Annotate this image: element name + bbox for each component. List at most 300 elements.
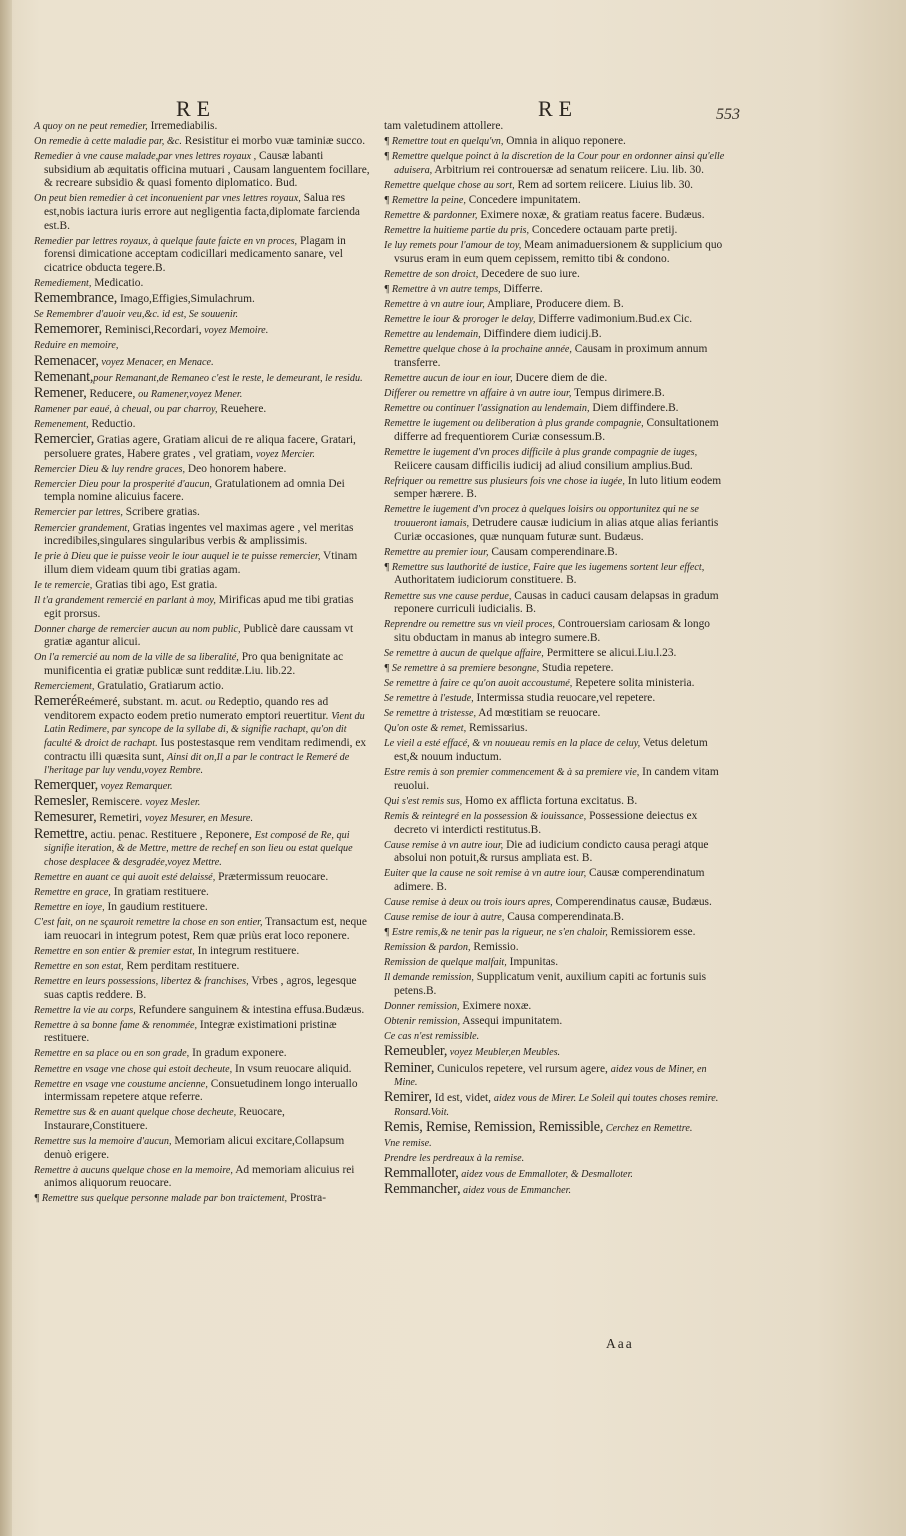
- dictionary-entry: [34, 1106, 372, 1133]
- entry-headword: Reminer,: [384, 1059, 435, 1076]
- entry-french-text: Remettre en vsage vne coustume ancienne,: [34, 1078, 208, 1090]
- dictionary-entry: [384, 417, 728, 444]
- entry-french-text: Remettre en son entier & premier estat,: [34, 945, 195, 957]
- dictionary-entry: [384, 911, 728, 925]
- entry-latin-text: Die ad iudicium condicto causa peragi atque absolui non potuit,& rursus ampliata est. B.: [394, 838, 709, 865]
- entry-latin-text: Reminisci,Recordari,: [101, 324, 202, 337]
- entry-headword: Remeré: [34, 693, 77, 710]
- dictionary-entry: [384, 677, 728, 691]
- entry-latin-text: Medicatio.: [91, 277, 144, 290]
- dictionary-entry: [384, 896, 728, 910]
- dictionary-entry: [384, 402, 728, 416]
- entry-latin-text: Rem perditam restituere.: [123, 959, 240, 972]
- entry-latin-text: Consultationem differre ad frequentiorem Curiæ consessum.B.: [394, 417, 719, 443]
- entry-latin-text: Reiicere causam difficilis iudicij ad aliud consilium amplius.Bud.: [394, 459, 693, 472]
- entry-french-text: On peut bien remedier à cet inconuenient par vnes lettres royaux,: [34, 193, 301, 205]
- dictionary-entry: [34, 418, 372, 432]
- dictionary-entry: [384, 120, 728, 134]
- dictionary-entry: [384, 1118, 728, 1136]
- dictionary-entry: [34, 1004, 372, 1018]
- entry-latin-text: Ad memoriam alicuius rei animos aliquorum reuocare.: [44, 1163, 355, 1190]
- entry-latin-text: Assequi impunitatem.: [460, 1015, 563, 1028]
- dictionary-entry: [34, 1192, 372, 1206]
- entry-headword: Remis, Remise, Remission, Remissible,: [384, 1118, 604, 1135]
- entry-latin-text: Vtinam illum diem videam quum tibi gratias agam.: [44, 550, 358, 576]
- entry-french-text: pour Remanant,de Remaneo c'est le reste, le demeurant, le residu.: [93, 372, 363, 384]
- entry-french-text: voyez Mercier.: [255, 448, 315, 460]
- dictionary-entry: [384, 503, 728, 544]
- entry-french-text: Cause remise de iour à autre,: [384, 912, 505, 924]
- entry-latin-text: Possessione deiectus ex decreto vi interdicti restitutus.B.: [394, 809, 698, 836]
- dictionary-entry: [384, 1183, 728, 1198]
- entry-headword: Remmalloter,: [384, 1165, 459, 1182]
- entry-french-text: Remercier Dieu & luy rendre graces,: [34, 463, 186, 475]
- entry-latin-text: Causæ labanti subsidium ab æquitatis officina mutuari , Causam languentem focillare, & recreare subsidio & quasi fomento diplomatico. Bud.: [44, 150, 370, 190]
- entry-latin-text: Pro qua benignitate ac munificentia ei gratiæ publicæ sunt redditæ.Liu. lib.22.: [44, 651, 344, 677]
- entry-french-text: Se remettre à tristesse,: [384, 708, 477, 720]
- dictionary-entry: [34, 811, 372, 826]
- entry-french-text: Ramener par eaué, à cheual, ou par charroy,: [34, 403, 218, 415]
- dictionary-entry: [34, 579, 372, 593]
- dictionary-entry: [384, 328, 728, 342]
- dictionary-entry: [384, 1045, 728, 1060]
- entry-latin-text: Ius postestasque rem venditam redimendi, ex contractu illi quæsita sunt,: [44, 736, 367, 763]
- dictionary-entry: [34, 1078, 372, 1105]
- dictionary-entry: [384, 839, 728, 866]
- entry-latin-text: Memoriam alicui excitare,Collapsum denuò erigere.: [44, 1134, 345, 1161]
- dictionary-entry: [384, 283, 728, 297]
- entry-latin-text: Cuniculos repetere, vel rursum agere,: [434, 1062, 611, 1075]
- dictionary-entry: [384, 737, 728, 764]
- entry-headword: Remener,: [34, 384, 87, 401]
- dictionary-entry: [34, 308, 372, 322]
- entry-latin-text: Decedere de suo iure.: [478, 267, 580, 280]
- entry-french-text: voyez Memoire.: [201, 325, 269, 337]
- entry-french-text: Remettre en vsage vne chose qui estoit decheute,: [34, 1063, 233, 1075]
- entry-headword: Rememorer,: [34, 321, 102, 338]
- dictionary-entry: [34, 235, 372, 276]
- entry-latin-text: Restituere , Reponere,: [150, 828, 255, 841]
- entry-french-text: voyez Menacer, en Menace.: [98, 356, 214, 368]
- entry-french-text: Remettre à sa bonne fame & renommée,: [34, 1019, 198, 1031]
- entry-latin-text: In gratiam restituere.: [110, 885, 209, 898]
- dictionary-entry: [34, 120, 372, 134]
- dictionary-entry: [384, 239, 728, 266]
- entry-french-text: Remettre au lendemain,: [384, 329, 481, 341]
- entry-french-text: ¶ Remettre à vn autre temps,: [384, 284, 501, 296]
- dictionary-entry: [384, 387, 728, 401]
- entry-latin-text: Gratulatio, Gratiarum actio.: [94, 680, 224, 693]
- entry-french-text: Qui s'est remis sus,: [384, 795, 463, 807]
- entry-french-text: Remettre la vie au corps,: [34, 1004, 136, 1016]
- entry-latin-text: In gaudium restituere.: [104, 900, 208, 913]
- entry-latin-text: Redeptio, quando res ad venditorem expacto eodem pretio numerato emptori reuertitur.: [44, 696, 332, 722]
- entry-french-text: aidez vous de Emmancher.: [460, 1185, 572, 1197]
- entry-latin-text: Tempus dirimere.B.: [571, 387, 665, 400]
- entry-french-text: Remettre sus & en auant quelque chose decheute,: [34, 1107, 237, 1119]
- dictionary-entry: [384, 561, 728, 588]
- entry-latin-text: Integræ existimationi pristinæ restituere.: [44, 1018, 337, 1045]
- entry-latin-text: Imago,Effigies,Simulachrum.: [117, 293, 255, 306]
- entry-latin-text: Causas in caduci causam delapsas in gradum reponere curriculi iudicialis. B.: [394, 589, 719, 616]
- entry-latin-text: Ducere diem de die.: [512, 372, 608, 385]
- dictionary-entry: [384, 926, 728, 940]
- dictionary-entry: [384, 795, 728, 809]
- running-head-right: RE: [538, 96, 579, 121]
- entry-french-text: Remettre quelque chose à la prochaine année,: [384, 344, 572, 356]
- entry-latin-text: Prætermissum reuocare.: [215, 870, 329, 883]
- entry-latin-text: Permittere se alicui.Liu.l.23.: [543, 646, 677, 659]
- entry-latin-text: Ampliare, Producere diem. B.: [484, 298, 624, 311]
- entry-french-text: Se Remembrer d'auoir veu,&c. id est, Se souuenir.: [34, 309, 239, 321]
- entry-latin-text: Mirificas apud me tibi gratias egit prorsus.: [44, 594, 354, 620]
- entry-french-text: Remettre en leurs possessions, libertez & franchises,: [34, 975, 249, 987]
- entry-french-text: Se remettre à l'estude,: [384, 693, 474, 705]
- dictionary-entry: [34, 478, 372, 505]
- entry-french-text: Cause remise à vn autre iour,: [384, 839, 504, 851]
- entry-latin-text: Studia repetere.: [539, 661, 614, 674]
- dictionary-entry: [34, 323, 372, 338]
- dictionary-entry: [384, 150, 728, 177]
- entry-latin-text: Authoritatem iudiciorum constituere. B.: [394, 574, 577, 587]
- entry-latin-text: Irremediabilis.: [147, 120, 218, 132]
- entry-french-text: Prendre les perdreaux à la remise.: [384, 1153, 525, 1165]
- entry-french-text: Remettre en ioye,: [34, 901, 105, 913]
- dictionary-entry: [34, 463, 372, 477]
- entry-french-text: Remercier par lettres,: [34, 507, 123, 519]
- dictionary-entry: [384, 941, 728, 955]
- entry-latin-text: Meam animaduersionem & supplicium quo vsurus eram in eum quem cepissem, remitto tibi & condono.: [394, 239, 723, 265]
- entry-french-text: Remettre à vn autre iour,: [384, 299, 485, 311]
- dictionary-entry: [384, 707, 728, 721]
- entry-french-text: Remettre & pardonner,: [384, 210, 478, 222]
- entry-french-text: Refriquer ou remettre sus plusieurs fois vne chose ia iugée,: [384, 475, 625, 487]
- entry-latin-text: Differre vadimonium.Bud.ex Cic.: [535, 313, 693, 326]
- entry-latin-text: Remissiorem esse.: [607, 926, 696, 939]
- dictionary-entry: [34, 695, 372, 778]
- entry-latin-text: Remetiri,: [96, 812, 145, 825]
- entry-latin-text: Rem ad sortem reiicere. Liuius lib. 30.: [514, 178, 694, 191]
- dictionary-entry: [34, 795, 372, 810]
- entry-french-text: voyez Mesler.: [145, 797, 201, 809]
- entry-french-text: Il t'a grandement remercié en parlant à moy,: [34, 595, 216, 606]
- entry-french-text: ¶ Se remettre à sa premiere besongne,: [384, 662, 540, 674]
- entry-french-text: ¶ Remettre tout en quelqu'vn,: [384, 136, 504, 148]
- entry-french-text: Remettre aucun de iour en iour,: [384, 373, 513, 385]
- entry-french-text: Cerchez en Remettre.: [603, 1122, 693, 1134]
- entry-french-text: Remettre de son droict,: [384, 268, 479, 280]
- dictionary-entry: [34, 1063, 372, 1077]
- dictionary-entry: [384, 313, 728, 327]
- entry-french-text: ¶ Remettre la peine,: [384, 194, 466, 206]
- entry-latin-text: Reuocare, Instaurare,Constituere.: [44, 1106, 285, 1132]
- dictionary-entry: [384, 343, 728, 370]
- entry-latin-text: Deo honorem habere.: [185, 462, 287, 475]
- entry-french-text: Donner remission,: [384, 1001, 460, 1013]
- dictionary-entry: [34, 292, 372, 307]
- entry-latin-text: Plagam in forensi dimicatione acceptam codicillari medicamento sanare, vel cicatrice obducta tegere.B.: [44, 234, 346, 274]
- entry-french-text: aidez vous de Emmalloter, & Desmalloter.: [458, 1169, 633, 1181]
- entry-latin-text: Differre.: [500, 283, 543, 296]
- entry-french-text: Remettre en sa place ou en son grade,: [34, 1048, 190, 1060]
- dictionary-entry: [384, 956, 728, 970]
- entry-latin-text: Controuersiam cariosam & longo situ obductam in manus ab integro sumere.B.: [394, 618, 710, 644]
- entry-latin-text: Reducere,: [86, 387, 139, 400]
- entry-french-text: ou Ramener,: [138, 388, 190, 400]
- entry-latin-text: Reuehere.: [217, 402, 267, 415]
- entry-headword: Remenacer,: [34, 352, 99, 369]
- dictionary-entry: [34, 522, 372, 549]
- entry-headword: Remerquer,: [34, 777, 99, 794]
- dictionary-entry: [34, 886, 372, 900]
- dictionary-entry: [384, 1059, 728, 1090]
- entry-latin-text: Refundere sanguinem & intestina effusa.Budæus.: [135, 1003, 365, 1016]
- entry-latin-text: Prostra-: [287, 1192, 327, 1205]
- entry-headword: Remenant,: [34, 368, 94, 385]
- entry-french-text: Remedier par lettres royaux, à quelque faute faicte en vn proces,: [34, 235, 298, 247]
- dictionary-entry: [384, 224, 728, 238]
- dictionary-entry: [34, 871, 372, 885]
- entry-french-text: Ie luy remets pour l'amour de toy,: [384, 240, 522, 252]
- entry-french-text: Donner charge de remercier aucun au nom public,: [34, 623, 241, 635]
- entry-headword: Remmancher,: [384, 1181, 461, 1198]
- dictionary-entry: [34, 1047, 372, 1061]
- entry-french-text: Remis & reintegré en la possession & iouissance,: [384, 810, 587, 822]
- entry-french-text: A quoy on ne peut remedier,: [34, 121, 148, 132]
- entry-latin-text: Gratias tibi ago, Est gratia.: [92, 578, 218, 591]
- entry-latin-text: Causam in proximum annum transferre.: [394, 343, 708, 369]
- entry-latin-text: Vrbes , agros, legesque suas captis reddere. B.: [44, 974, 357, 1001]
- entry-latin-text: Consuetudinem longo interuallo intermissam repetere atque referre.: [44, 1077, 358, 1104]
- dictionary-entry: [384, 971, 728, 998]
- entry-french-text: Differer ou remettre vn affaire à vn autre iour,: [384, 388, 572, 400]
- dictionary-entry: [34, 150, 372, 191]
- entry-latin-text: Ad mœstitiam se reuocare.: [476, 707, 601, 720]
- entry-french-text: Ainsi dit on,Il a par le contract le Remeré de l'heritage par luy vendu,: [44, 751, 350, 777]
- entry-headword: Remembrance,: [34, 290, 118, 307]
- dictionary-entry: [384, 1167, 728, 1182]
- entry-french-text: Remettre le iugement d'vn procez à quelques loisirs ou opportunitez qui ne se trouueront iamais,: [384, 504, 699, 530]
- entry-french-text: On l'a remercié au nom de la ville de sa liberalité,: [34, 652, 239, 664]
- entry-french-text: voyez Mesurer, en Mesure.: [144, 813, 253, 825]
- entry-latin-text: Causam comperendinare.B.: [488, 545, 618, 558]
- entry-french-text: Remission de quelque malfait,: [384, 957, 507, 969]
- dictionary-entry: [384, 618, 728, 645]
- entry-french-text: Remettre le iugement ou deliberation à plus grande compagnie,: [384, 418, 644, 430]
- dictionary-entry: [34, 651, 372, 678]
- dictionary-entry: [34, 945, 372, 959]
- entry-french-text: Remettre la huitieme partie du pris,: [384, 225, 530, 237]
- entry-latin-text: Causæ comperendinatum adimere. B.: [394, 867, 705, 893]
- dictionary-entry: [384, 546, 728, 560]
- entry-latin-text: Salua res est,nobis iactura iuris errore aut negligentia facta,diplomate farcienda est.B.: [44, 192, 360, 232]
- dictionary-entry: [34, 403, 372, 417]
- dictionary-entry: [384, 590, 728, 617]
- entry-latin-text: Scribere gratias.: [122, 506, 200, 519]
- entry-french-text: aidez vous de Miner, en Mine.: [394, 1063, 707, 1089]
- entry-headword: Remirer,: [384, 1089, 432, 1106]
- entry-french-text: Remettre sus la memoire d'aucun,: [34, 1135, 172, 1147]
- entry-french-text: Remission & pardon,: [384, 942, 471, 954]
- left-column: [34, 120, 372, 1207]
- dictionary-entry: [34, 916, 372, 943]
- dictionary-entry: [384, 179, 728, 193]
- dictionary-entry: [34, 135, 372, 149]
- dictionary-entry: [384, 194, 728, 208]
- entry-french-text: Reduire en memoire,: [34, 340, 119, 352]
- dictionary-entry: [34, 1019, 372, 1046]
- entry-french-text: Cause remise à deux ou trois iours apres,: [384, 896, 553, 908]
- entry-latin-text: Diem diffindere.B.: [589, 402, 679, 415]
- entry-french-text: Voit.: [430, 1106, 450, 1118]
- dictionary-entry: [384, 810, 728, 837]
- entry-french-text: Ie te remercie,: [34, 579, 93, 591]
- entry-french-text: Il demande remission,: [384, 972, 474, 984]
- entry-latin-text: Reémeré, substant. m. acut.: [76, 696, 206, 709]
- dictionary-entry: [34, 430, 372, 461]
- entry-french-text: Ce cas n'est remissible.: [384, 1031, 480, 1043]
- page-number: 553: [716, 106, 740, 123]
- entry-french-text: Vient du Latin Redimere, par syncope de la syllabe di, & signifie rachapt, qu'on dit faculté & droict de rachapt.: [44, 710, 365, 749]
- entry-french-text: voyez Rembre.: [144, 765, 204, 777]
- entry-french-text: ¶ Remettre sus lauthorité de iustice, Faire que les iugemens sortent leur effect,: [384, 561, 705, 573]
- running-head-left: RE: [176, 96, 217, 121]
- entry-latin-text: Detrudere causæ iudicium in alias atque alias feriantis Curiæ occasiones, quæ nunquam futuræ sunt. Budæus.: [394, 517, 719, 543]
- entry-french-text: Reprendre ou remettre sus vn vieil proces,: [384, 619, 555, 631]
- dictionary-entry: [384, 475, 728, 502]
- entry-latin-text: In gradum exponere.: [189, 1047, 287, 1060]
- entry-french-text: Remettre en grace,: [34, 886, 111, 898]
- entry-french-text: Se remettre à faire ce qu'on auoit accoustumé,: [384, 678, 573, 690]
- dictionary-entry: [384, 1091, 728, 1119]
- page-gutter: [0, 0, 12, 1536]
- dictionary-entry: [34, 192, 372, 233]
- entry-latin-text: Omnia in aliquo reponere.: [503, 135, 626, 148]
- dictionary-entry: [384, 692, 728, 706]
- entry-french-text: Estre remis à son premier commencement & à sa premiere vie,: [384, 767, 640, 779]
- entry-latin-text: Homo ex afflicta fortuna excitatus. B.: [462, 794, 638, 807]
- dictionary-entry: [384, 1030, 728, 1044]
- entry-french-text: Qu'on oste & remet,: [384, 723, 467, 735]
- dictionary-entry: [384, 766, 728, 793]
- entry-french-text: Remenement,: [34, 418, 89, 430]
- entry-latin-text: Reductio.: [88, 417, 136, 430]
- entry-french-text: ¶ Estre remis,& ne tenir pas la rigueur, ne s'en chaloir,: [384, 927, 608, 939]
- entry-french-text: Est composé de Re, qui signifie iteration, & de Mettre, mettre de rechef en son lieu ou estat quelque chose desplacee & desgradée,: [44, 829, 353, 868]
- entry-latin-text: Resistitur ei morbo vuæ taminiæ succo.: [181, 135, 366, 148]
- right-column: [384, 120, 728, 1199]
- dictionary-entry: [384, 662, 728, 676]
- dictionary-entry: [34, 623, 372, 650]
- dictionary-entry: [34, 825, 372, 870]
- entry-latin-text: Repetere solita ministeria.: [572, 677, 695, 690]
- entry-headword: Remettre,: [34, 825, 88, 842]
- dictionary-entry: [384, 268, 728, 282]
- entry-latin-text: Vetus deletum est,& nouum inductum.: [394, 737, 708, 764]
- dictionary-entry: [34, 901, 372, 915]
- entry-latin-text: Publicè dare caussam vt gratiæ agantur alicui.: [44, 622, 354, 649]
- entry-french-text: Obtenir remission,: [384, 1016, 461, 1028]
- entry-latin-text: Remissarius.: [466, 722, 528, 735]
- entry-french-text: Le vieil a esté effacé, & vn nouueau remis en la place de celuy,: [384, 738, 641, 750]
- dictionary-entry: [34, 680, 372, 694]
- entry-latin-text: Eximere noxæ.: [459, 1000, 532, 1013]
- dictionary-entry: [34, 384, 372, 402]
- dictionary-entry: [384, 1015, 728, 1029]
- dictionary-entry: [384, 135, 728, 149]
- entry-french-text: Remercier grandement,: [34, 522, 130, 534]
- entry-french-text: Remettre le iugement d'vn proces difficile à plus grande compagnie de iuges,: [384, 447, 698, 459]
- entry-french-text: voyez Mener.: [189, 388, 243, 400]
- dictionary-entry: [384, 647, 728, 661]
- entry-french-text: Remettre ou continuer l'assignation au lendemain,: [384, 403, 590, 415]
- dictionary-entry: [34, 1164, 372, 1191]
- dictionary-entry: [384, 446, 728, 473]
- dictionary-entry: [34, 779, 372, 794]
- entry-french-text: Remediement,: [34, 278, 92, 290]
- entry-latin-text: Arbitrium rei controuersæ ad senatum reiicere. Liu. lib. 30.: [432, 163, 704, 176]
- entry-latin-text: In integrum restituere.: [194, 944, 300, 957]
- entry-latin-text: Gratulationem ad omnia Dei templa nomine alicuius facere.: [44, 477, 345, 504]
- dictionary-entry: [34, 277, 372, 291]
- entry-french-text: Ie prie à Dieu que ie puisse veoir le iour auquel ie te puisse remercier,: [34, 551, 321, 563]
- dictionary-entry: [384, 298, 728, 312]
- dictionary-entry: [34, 960, 372, 974]
- dictionary-entry: [34, 594, 372, 621]
- entry-latin-text: Gratias agere, Gratiam alicui de re aliqua facere, Gratari, persoluere grates, Habere grates , vel gratiam,: [44, 433, 356, 460]
- entry-latin-text: Remiscere.: [88, 796, 146, 809]
- dictionary-entry: [384, 722, 728, 736]
- entry-headword: Remesurer,: [34, 809, 97, 826]
- entry-french-text: Vne remise.: [384, 1137, 432, 1149]
- entry-french-text: Remettre quelque chose au sort,: [384, 179, 515, 191]
- entry-french-text: aidez vous de Mirer. Le Soleil qui toutes choses remire. Ronsard.: [394, 1093, 719, 1118]
- entry-latin-text: Eximere noxæ, & gratiam reatus facere. Budæus.: [477, 209, 705, 222]
- entry-latin-text: In luto litium eodem semper hærere. B.: [394, 474, 722, 501]
- entry-latin-text: Transactum est, neque iam reuocari in integrum potest, Rem quæ priùs erat loco reponere.: [44, 916, 367, 942]
- entry-french-text: Remettre en son estat,: [34, 960, 124, 972]
- dictionary-entry: [384, 372, 728, 386]
- entry-french-text: Remettre le iour & proroger le delay,: [384, 314, 536, 326]
- entry-french-text: Remettre à aucuns quelque chose en la memoire,: [34, 1164, 233, 1176]
- signature-mark: Aaa: [606, 1336, 634, 1351]
- entry-french-text: On remedie à cette maladie par, &c.: [34, 136, 182, 148]
- entry-french-text: ¶ Remettre sus quelque personne malade par bon traictement,: [34, 1193, 288, 1205]
- dictionary-entry: [34, 506, 372, 520]
- entry-latin-text: Supplicatum venit, auxilium capiti ac fortunis suis petens.B.: [394, 971, 707, 998]
- entry-french-text: ¶ Remettre quelque poinct à la discretion de la Cour pour en ordonner ainsi qu'elle aduisera,: [384, 151, 725, 176]
- entry-french-text: voyez Remarquer.: [98, 781, 173, 793]
- entry-french-text: Euiter que la cause ne soit remise à vn autre iour,: [384, 868, 587, 880]
- entry-latin-text: Causa comperendinata.B.: [504, 911, 624, 924]
- entry-french-text: Se remettre à aucun de quelque affaire,: [384, 647, 544, 659]
- dictionary-entry: [34, 352, 372, 370]
- entry-french-text: Remedier à vne cause malade,par vnes lettres royaux ,: [34, 151, 257, 163]
- entry-latin-text: Diffindere diem iudicij.B.: [480, 328, 602, 341]
- entry-latin-text: In vsum reuocare aliquid.: [232, 1062, 352, 1075]
- entry-latin-text: Concedere impunitatem.: [465, 193, 581, 206]
- entry-latin-text: actiu. penac.: [87, 828, 151, 841]
- dictionary-entry: [384, 1152, 728, 1166]
- entry-latin-text: tam valetudinem attollere.: [384, 120, 504, 132]
- entry-latin-text: Comperendinatus causæ, Budæus.: [552, 895, 712, 908]
- entry-french-text: ou: [205, 697, 219, 709]
- entry-latin-text: Id est, videt,: [431, 1092, 494, 1105]
- entry-headword: Remesler,: [34, 793, 89, 810]
- entry-latin-text: Remissio.: [470, 941, 519, 954]
- entry-french-text: Remettre sus vne cause perdue,: [384, 590, 512, 602]
- entry-french-text: Remerciement,: [34, 681, 95, 693]
